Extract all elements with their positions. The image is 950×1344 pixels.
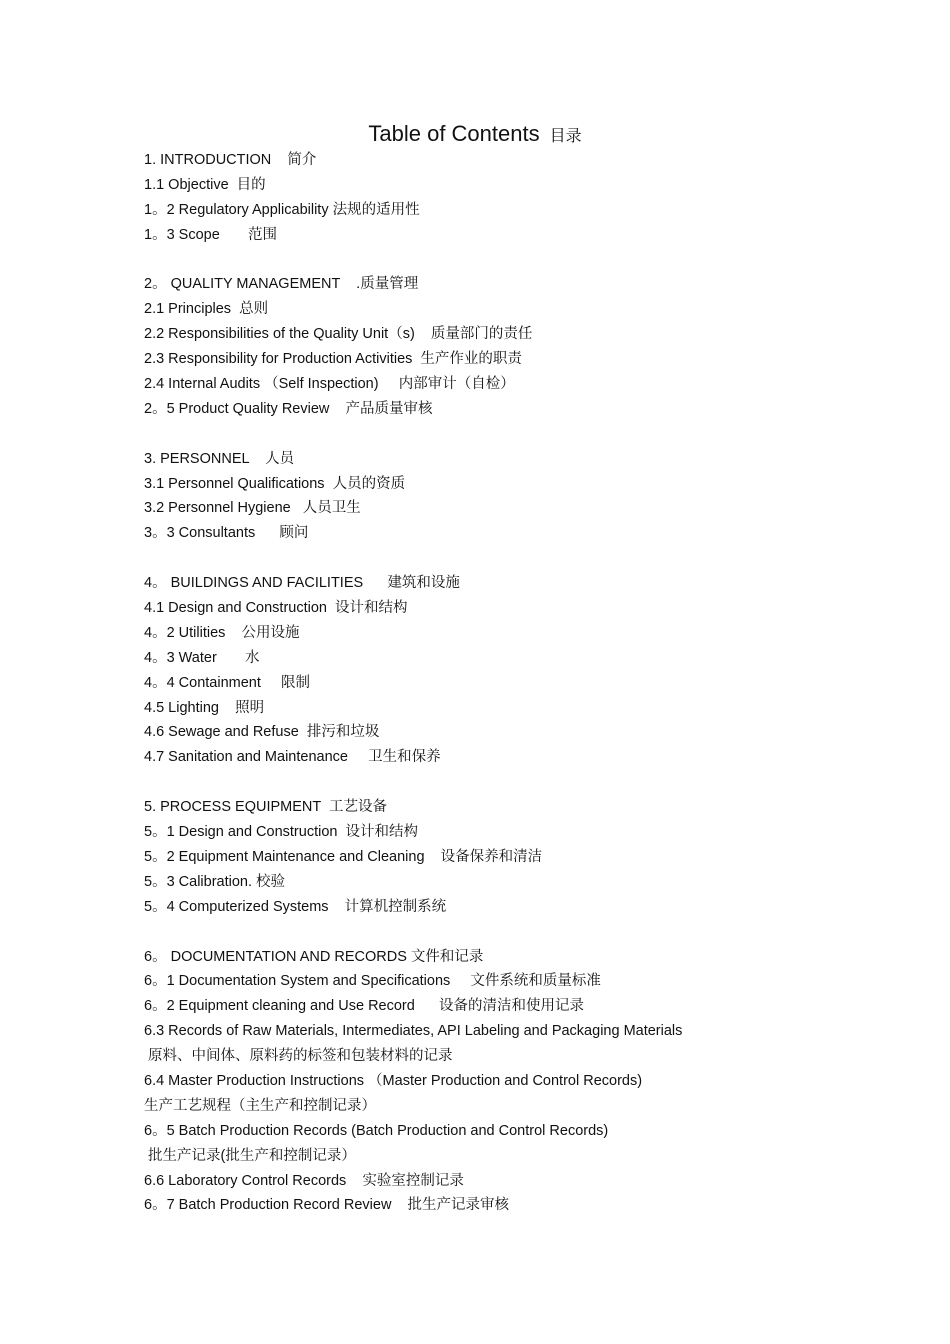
toc-blank-line	[144, 770, 844, 795]
toc-line: 3.1 Personnel Qualifications 人员的资质	[144, 475, 406, 492]
toc-line: 4。2 Utilities 公用设施	[144, 624, 300, 641]
toc-line: 3. PERSONNEL 人员	[144, 450, 295, 467]
toc-line: 6.4 Master Production Instructions （Master Production and Control Records)	[144, 1072, 643, 1089]
toc-line: 4.7 Sanitation and Maintenance 卫生和保养	[144, 749, 441, 766]
toc-line: 原料、中间体、原料药的标签和包装材料的记录	[144, 1048, 453, 1065]
toc-line: 生产工艺规程（主生产和控制记录）	[144, 1097, 376, 1114]
toc-line: 6。7 Batch Production Record Review 批生产记录审核	[144, 1197, 510, 1214]
title-chinese: 目录	[549, 128, 582, 145]
toc-line: 6。2 Equipment cleaning and Use Record 设备的清洁和使用记录	[144, 998, 584, 1015]
toc-blank-line	[144, 546, 844, 571]
toc-line: 4。3 Water 水	[144, 649, 260, 666]
toc-line: 6.3 Records of Raw Materials, Intermediates, API Labeling and Packaging Materials	[144, 1023, 683, 1040]
toc-line: 5。4 Computerized Systems 计算机控制系统	[144, 898, 447, 915]
toc-line: 6.6 Laboratory Control Records 实验室控制记录	[144, 1172, 464, 1189]
toc-blank-line	[144, 422, 844, 447]
toc-blank-line	[144, 920, 844, 945]
toc-line: 批生产记录(批生产和控制记录）	[144, 1147, 356, 1164]
toc-line: 4.5 Lighting 照明	[144, 699, 265, 716]
toc-line: 4。 BUILDINGS AND FACILITIES 建筑和设施	[144, 575, 460, 592]
toc-line: 5. PROCESS EQUIPMENT 工艺设备	[144, 799, 388, 816]
toc-line: 4.6 Sewage and Refuse 排污和垃圾	[144, 724, 380, 741]
toc-line: 4。4 Containment 限制	[144, 674, 311, 691]
toc-blank-line	[144, 248, 844, 273]
toc-line: 2.3 Responsibility for Production Activities 生产作业的职责	[144, 351, 522, 368]
toc-line: 2.4 Internal Audits （Self Inspection) 内部审计（自检）	[144, 376, 515, 393]
toc-line: 2.1 Principles 总则	[144, 301, 269, 318]
toc-line: 2。5 Product Quality Review 产品质量审核	[144, 400, 433, 417]
toc-line: 1。3 Scope 范围	[144, 226, 277, 243]
toc-line: 3。3 Consultants 顾问	[144, 525, 309, 542]
toc-line: 1. INTRODUCTION 简介	[144, 152, 317, 168]
table-of-contents	[144, 148, 844, 1218]
toc-line: 6。5 Batch Production Records (Batch Production and Control Records)	[144, 1122, 609, 1139]
toc-line: 5。3 Calibration. 校验	[144, 873, 286, 890]
toc-line: 4.1 Design and Construction 设计和结构	[144, 600, 408, 617]
toc-line: 5。1 Design and Construction 设计和结构	[144, 824, 418, 841]
title-english: Table of Contents	[368, 121, 540, 146]
toc-line: 1.1 Objective 目的	[144, 176, 266, 193]
toc-line: 3.2 Personnel Hygiene 人员卫生	[144, 500, 361, 517]
toc-line: 5。2 Equipment Maintenance and Cleaning 设备保养和清洁	[144, 848, 543, 865]
toc-line: 6。 DOCUMENTATION AND RECORDS 文件和记录	[144, 948, 484, 965]
toc-line: 1。2 Regulatory Applicability 法规的适用性	[144, 201, 420, 218]
toc-line: 6。1 Documentation System and Specifications 文件系统和质量标准	[144, 973, 601, 990]
toc-line: 2。 QUALITY MANAGEMENT .质量管理	[144, 276, 419, 293]
toc-line: 2.2 Responsibilities of the Quality Unit（s) 质量部门的责任	[144, 326, 533, 343]
